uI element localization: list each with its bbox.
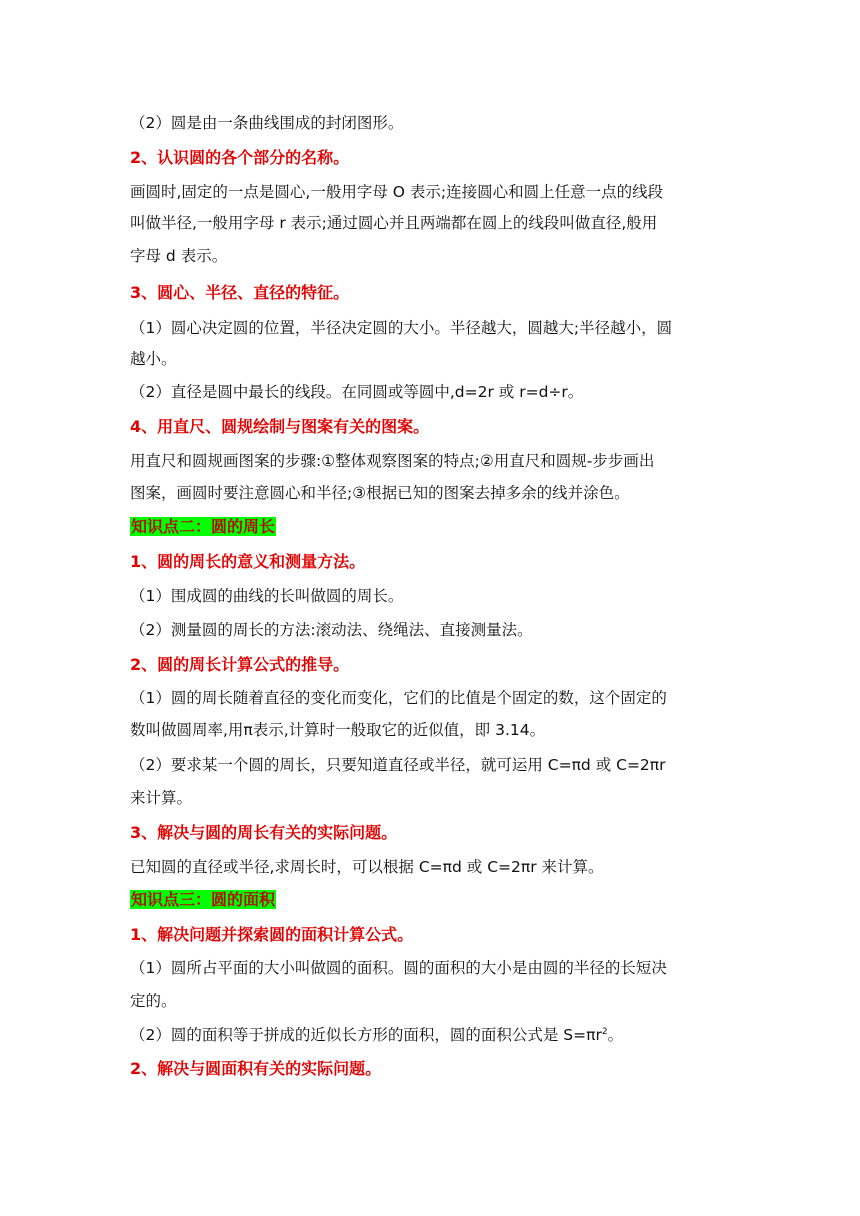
heading-circumference-formula: 2、圆的周长计算公式的推导。 [130,655,350,674]
heading-circumference-problems: 3、解决与圆的周长有关的实际问题。 [130,823,398,842]
heading-area-problems: 2、解决与圆面积有关的实际问题。 [130,1059,382,1078]
body-text-line: 数叫做圆周率,用π表示,计算时一般取它的近似值，即 3.14。 [130,721,546,739]
body-text-line: （2）直径是圆中最长的线段。在同圆或等圆中,d=2r 或 r=d÷r。 [130,383,584,401]
heading-drawing-patterns: 4、用直尺、圆规绘制与图案有关的图案。 [130,417,430,436]
area-formula-text: （2）圆的面积等于拼成的近似长方形的面积，圆的面积公式是 S=πr [130,1026,602,1044]
body-text-line: （1）圆所占平面的大小叫做圆的面积。圆的面积的大小是由圆的半径的长短决 [130,959,667,977]
body-text-line: 来计算。 [130,789,193,807]
body-text-line: 图案，画圆时要注意圆心和半径;③根据已知的图案去掉多余的线并涂色。 [130,484,630,502]
body-text-line: （2）圆是由一条曲线围成的封闭图形。 [130,114,404,132]
body-text-line: （1）围成圆的曲线的长叫做圆的周长。 [130,587,404,605]
area-formula-line [130,1025,735,1045]
body-text-line: 已知圆的直径或半径,求周长时，可以根据 C=πd 或 C=2πr 来计算。 [130,858,604,876]
area-formula-exponent: 2 [601,1026,608,1037]
section-highlight: 知识点三：圆的面积 [131,890,276,909]
heading-center-radius-diameter: 3、圆心、半径、直径的特征。 [130,283,350,302]
heading-parts-of-circle: 2、认识圆的各个部分的名称。 [130,148,350,167]
body-text-line: 字母 d 表示。 [130,247,228,265]
body-text-line: （1）圆的周长随着直径的变化而变化，它们的比值是个固定的数，这个固定的 [130,689,667,707]
body-text-line: （2）要求某一个圆的周长，只要知道直径或半径，就可运用 C=πd 或 C=2πr [130,756,666,774]
body-text-line: 定的。 [130,992,177,1010]
heading-area-formula: 1、解决问题并探索圆的面积计算公式。 [130,925,414,944]
body-text-line: （1）圆心决定圆的位置，半径决定圆的大小。半径越大，圆越大;半径越小，圆 [130,319,673,337]
body-text-line: 用直尺和圆规画图案的步骤:①整体观察图案的特点;②用直尺和圆规-步步画出 [130,452,655,470]
area-formula-suffix: 。 [607,1026,624,1044]
body-text-line: 越小。 [130,350,177,368]
section-title-circumference [130,517,735,537]
heading-circumference-meaning: 1、圆的周长的意义和测量方法。 [130,552,366,571]
body-text-line: （2）测量圆的周长的方法:滚动法、绕绳法、直接测量法。 [130,621,533,639]
section-title-area [130,890,735,910]
body-text-line: 叫做半径,一般用字母 r 表示;通过圆心并且两端都在圆上的线段叫做直径,般用 [130,214,658,232]
body-text-line: 画圆时,固定的一点是圆心,一般用字母 O 表示;连接圆心和圆上任意一点的线段 [130,183,664,201]
section-highlight: 知识点二：圆的周长 [131,517,276,536]
